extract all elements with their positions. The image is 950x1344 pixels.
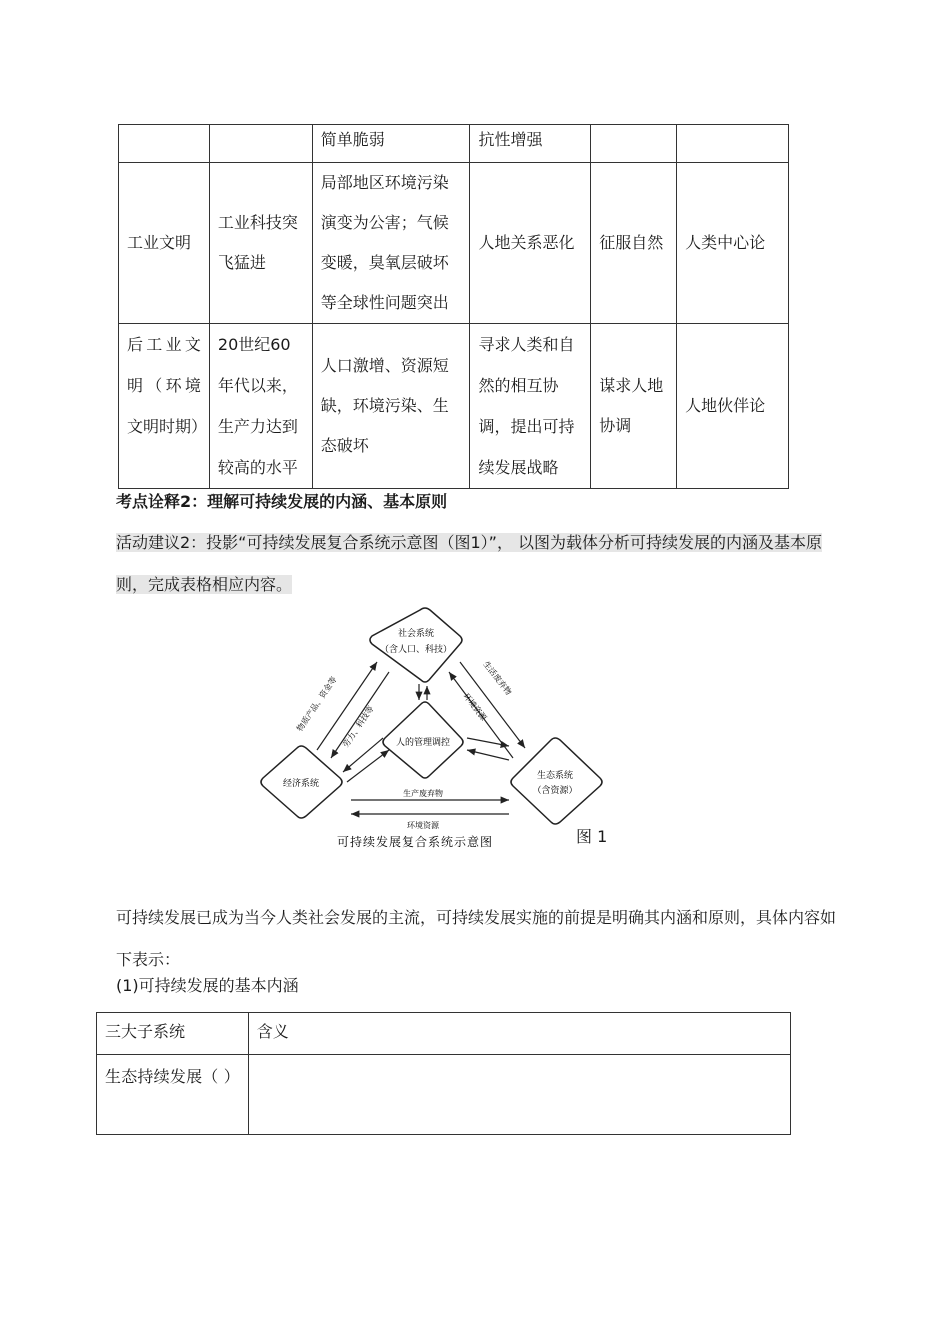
table-row xyxy=(119,324,789,489)
table-cell: 后工业文明（环境文明时期） xyxy=(119,324,210,489)
table-cell xyxy=(248,1055,790,1135)
table-cell: 人口激增、资源短缺，环境污染、生态破坏 xyxy=(312,324,470,489)
table-cell: 工业科技突飞猛进 xyxy=(209,163,312,324)
table-cell: 寻求人类和自然的相互协调，提出可持续发展战略 xyxy=(470,324,591,489)
table-cell: 简单脆弱 xyxy=(312,125,470,163)
figure-label: 图 1 xyxy=(576,827,608,846)
connotation-table xyxy=(96,1012,791,1135)
civilization-table xyxy=(118,124,789,489)
sustainable-system-diagram xyxy=(255,600,615,860)
table-cell: 人类中心论 xyxy=(677,163,789,324)
table-cell: 征服自然 xyxy=(591,163,677,324)
table-cell xyxy=(677,125,789,163)
table-cell: 20世纪60年代以来，生产力达到较高的水平 xyxy=(209,324,312,489)
eco-system-note: （含资源） xyxy=(532,786,578,796)
economic-system-label: 经济系统 xyxy=(282,779,320,789)
section-heading: 考点诠释2：理解可持续发展的内涵、基本原则 xyxy=(116,492,448,511)
activity-paragraph xyxy=(116,522,838,606)
table-cell: 人地伙伴论 xyxy=(677,324,789,489)
table-cell: 谋求人地协调 xyxy=(591,324,677,489)
table-row xyxy=(97,1055,791,1135)
social-system-note: （含人口、科技） xyxy=(379,645,453,655)
table-header-cell: 三大子系统 xyxy=(97,1013,249,1055)
arrow-line xyxy=(467,750,509,760)
table-row xyxy=(119,163,789,324)
table-cell: 抗性增强 xyxy=(470,125,591,163)
arrow-label-env-resource-upper: 环境资源 xyxy=(461,691,489,723)
table-cell: 人地关系恶化 xyxy=(470,163,591,324)
intro-paragraph: 可持续发展已成为当今人类社会发展的主流，可持续发展实施的前提是明确其内涵和原则，具体内容如下表示： xyxy=(116,908,837,969)
eco-system-label: 生态系统 xyxy=(536,771,574,781)
arrow-label-env-resource-lower: 环境资源 xyxy=(407,821,439,830)
table-cell: 局部地区环境污染演变为公害；气候变暖，臭氧层破坏等全球性问题突出 xyxy=(312,163,470,324)
table-row xyxy=(97,1013,791,1055)
table-header-cell: 含义 xyxy=(248,1013,790,1055)
table-cell xyxy=(591,125,677,163)
diagram-caption: 可持续发展复合系统示意图 xyxy=(336,835,494,849)
arrow-label-material: 物质产品、资金等 xyxy=(295,675,339,734)
table-row xyxy=(119,125,789,163)
arrow-label-labor: 劳力、科技等 xyxy=(341,704,376,750)
arrow-label-production-waste: 生产废弃物 xyxy=(403,789,443,798)
social-system-label: 社会系统 xyxy=(397,629,435,639)
arrow-line xyxy=(467,738,509,746)
arrow-label-life-waste: 生活废弃物 xyxy=(481,659,514,697)
human-regulation-label: 人的管理调控 xyxy=(395,738,451,748)
table-cell xyxy=(209,125,312,163)
table-cell xyxy=(119,125,210,163)
table-cell: 生态持续发展（ ） xyxy=(97,1055,249,1135)
table-cell: 工业文明 xyxy=(119,163,210,324)
arrow-line xyxy=(347,750,389,782)
subheading: (1)可持续发展的基本内涵 xyxy=(116,976,299,995)
activity-text: 活动建议2：投影“可持续发展复合系统示意图（图1）”， 以图为载体分析可持续发展的内涵及基本原则，完成表格相应内容。 xyxy=(116,533,823,594)
eco-system-node xyxy=(511,738,602,824)
